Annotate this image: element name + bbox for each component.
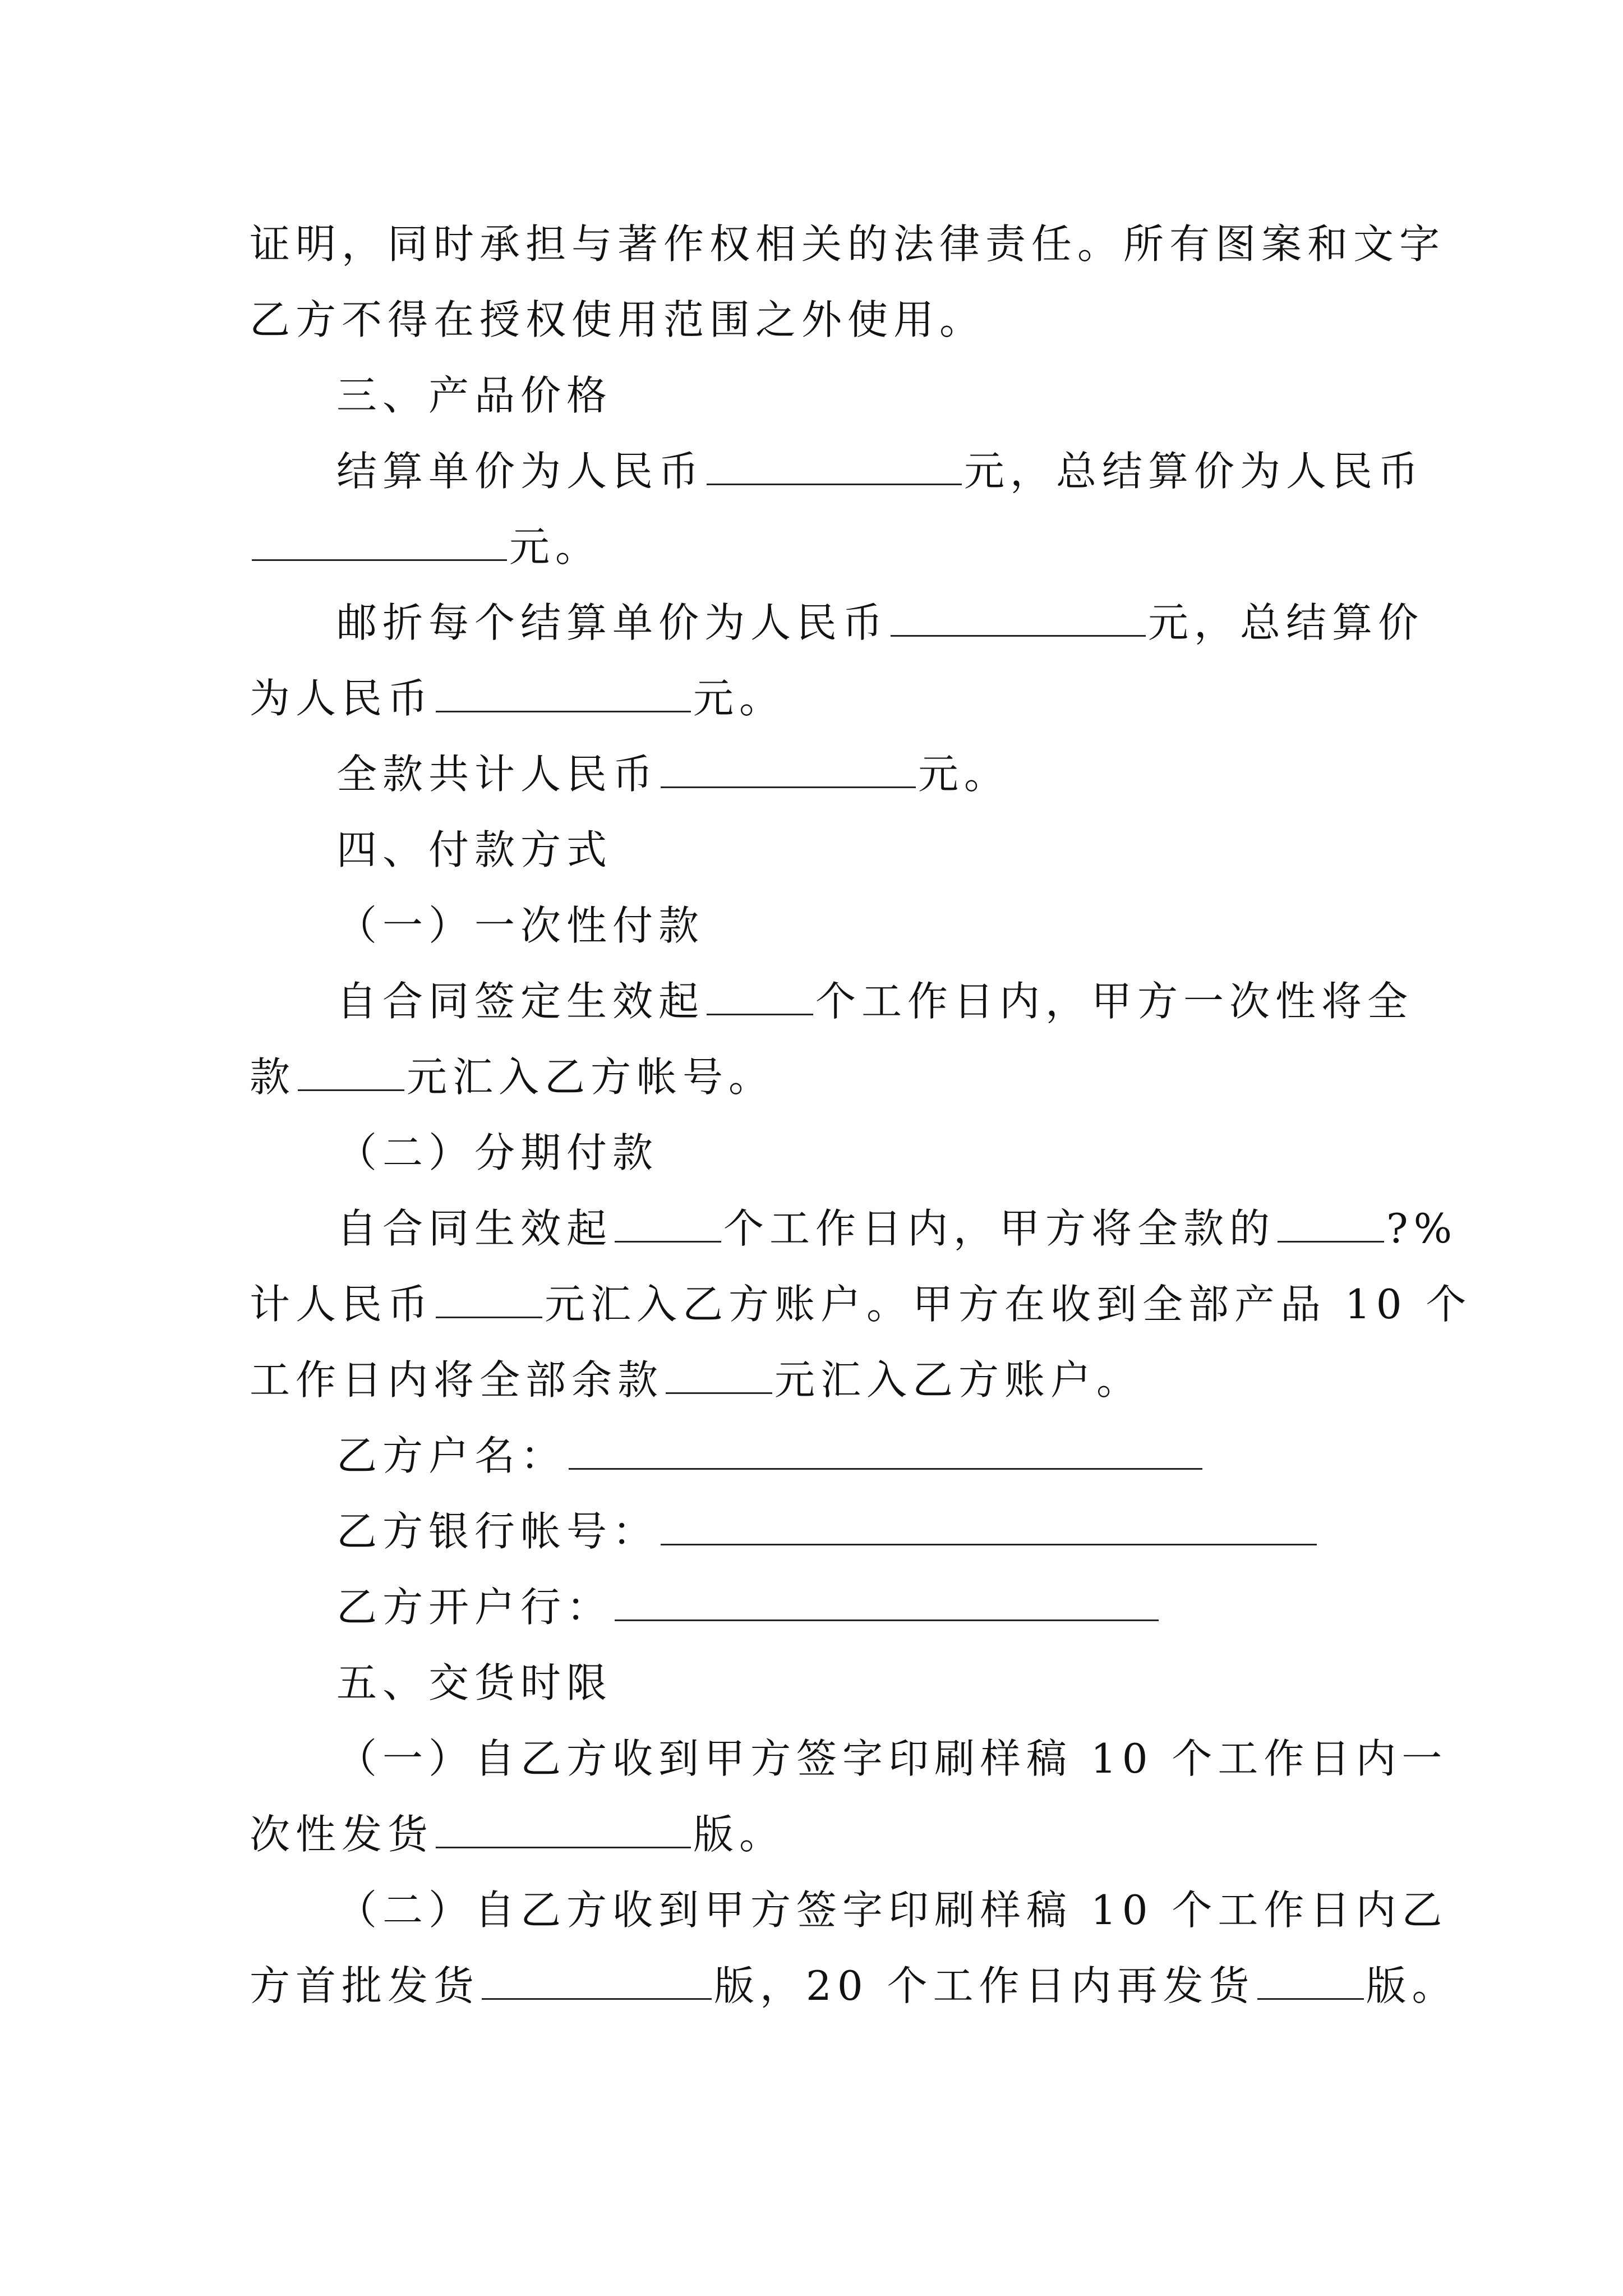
paragraph-line: 方首批发货 版，20 个工作日内再发货 版。: [250, 1958, 1458, 2014]
fill-in-blank[interactable]: [298, 1050, 404, 1091]
account-name-field[interactable]: [569, 1429, 1202, 1470]
paragraph-line: 全款共计人民币 元。: [336, 746, 1010, 802]
section-heading: 五、交货时限: [336, 1659, 613, 1706]
fill-in-blank[interactable]: [891, 596, 1146, 637]
fill-in-blank[interactable]: [436, 671, 691, 712]
bank-account-line: 乙方银行帐号：: [336, 1503, 1319, 1559]
bank-account-field[interactable]: [661, 1504, 1317, 1545]
fill-in-blank[interactable]: [252, 520, 507, 561]
fill-in-blank[interactable]: [1257, 1959, 1364, 2000]
bank-branch-line: 乙方开户行：: [336, 1579, 1161, 1635]
fill-in-blank[interactable]: [615, 1202, 721, 1243]
paragraph-line: 计人民币 元汇入乙方账户。甲方在收到全部产品 10 个: [250, 1276, 1472, 1332]
fill-in-blank[interactable]: [1278, 1202, 1384, 1243]
section-heading: 三、产品价格: [336, 372, 613, 419]
subsection-heading: （一）一次性付款: [336, 902, 705, 949]
paragraph-line: 证明，同时承担与著作权相关的法律责任。所有图案和文字: [250, 220, 1446, 268]
paragraph-line: 次性发货 版。: [250, 1806, 785, 1862]
section-heading: 四、付款方式: [336, 826, 613, 873]
paragraph-line: 为人民币 元。: [250, 670, 785, 726]
fill-in-blank[interactable]: [436, 1807, 691, 1848]
paragraph-line: 自合同生效起 个工作日内，甲方将全款的 ?%: [336, 1200, 1458, 1257]
paragraph-line: 元。: [250, 519, 601, 575]
fill-in-blank[interactable]: [707, 444, 962, 485]
paragraph-line: 结算单价为人民币 元，总结算价为人民币: [336, 443, 1424, 499]
fill-in-blank[interactable]: [482, 1959, 712, 2000]
paragraph-line: 邮折每个结算单价为人民币 元，总结算价: [336, 595, 1424, 651]
paragraph-line: 乙方不得在授权使用范围之外使用。: [250, 296, 986, 343]
fill-in-blank[interactable]: [666, 1353, 772, 1394]
paragraph-line: （二）自乙方收到甲方签字印刷样稿 10 个工作日内乙: [336, 1887, 1448, 1934]
account-name-line: 乙方户名：: [336, 1428, 1205, 1484]
paragraph-line: 款 元汇入乙方帐号。: [250, 1049, 774, 1105]
paragraph-line: （一）自乙方收到甲方签字印刷样稿 10 个工作日内一: [336, 1735, 1448, 1782]
paragraph-line: 工作日内将全部余款 元汇入乙方账户。: [250, 1352, 1142, 1408]
paragraph-line: 自合同签定生效起 个工作日内，甲方一次性将全: [336, 973, 1413, 1029]
bank-branch-field[interactable]: [615, 1580, 1159, 1621]
fill-in-blank[interactable]: [707, 974, 813, 1015]
fill-in-blank[interactable]: [436, 1277, 542, 1318]
fill-in-blank[interactable]: [661, 747, 916, 788]
subsection-heading: （二）分期付款: [336, 1129, 659, 1176]
